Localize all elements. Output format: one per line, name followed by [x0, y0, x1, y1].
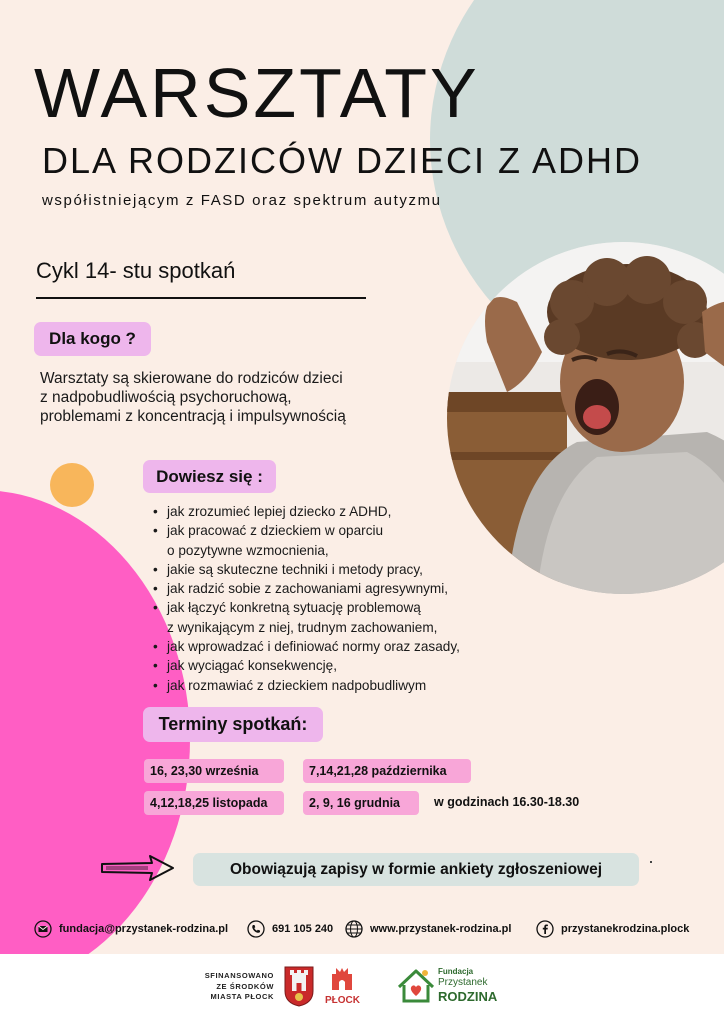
page-subtitle: DLA RODZICÓW DZIECI Z ADHD: [42, 140, 643, 181]
city-crest-logo: [284, 965, 314, 1007]
arrow-right-icon: [100, 854, 176, 882]
list-item-continued: o pozytywne wzmocnienia,: [167, 542, 329, 558]
meeting-hours: w godzinach 16.30-18.30: [434, 795, 580, 809]
list-item: • jak zrozumieć lepiej dziecko z ADHD,: [152, 502, 512, 521]
funding-line: MIASTA PŁOCK: [210, 992, 274, 1001]
foundation-name-small: Fundacja: [438, 967, 474, 976]
list-item: • jakie są skuteczne techniki i metody pracy,: [152, 560, 512, 579]
list-item: • jak rozmawiać z dzieckiem nadpobudliwym: [152, 676, 512, 695]
foundation-name-big: RODZINA: [438, 989, 498, 1004]
contact-facebook[interactable]: [536, 918, 689, 940]
facebook-text: przystanekrodzina.plock: [561, 923, 690, 935]
list-item: • jak pracować z dzieckiem w oparciu: [152, 521, 512, 540]
signup-notice: Obowiązują zapisy w formie ankiety zgłoszeniowej: [193, 853, 639, 886]
plock-city-logo: [330, 966, 354, 992]
facebook-icon: [536, 920, 554, 938]
funding-line: SFINANSOWANO: [204, 971, 274, 980]
date-september: 16, 23,30 września: [144, 759, 284, 783]
foundation-name-mid: Przystanek: [438, 977, 488, 988]
footer: [0, 954, 724, 1024]
list-item: • jak łączyć konkretną sytuację problemową: [152, 598, 512, 617]
page-title: WARSZTATY: [34, 54, 480, 132]
phone-text: 691 105 240: [272, 923, 334, 935]
learn-list: [152, 502, 512, 695]
plock-logo-text: PŁOCK: [325, 995, 360, 1006]
list-item: • jak wprowadzać i definiować normy oraz zasady,: [152, 637, 512, 656]
dates-label: Terminy spotkań:: [143, 707, 323, 742]
phone-icon: [247, 920, 265, 938]
who-line: problemami z koncentracją i impulsywnością: [40, 408, 346, 425]
funding-line: ZE ŚRODKÓW: [216, 981, 274, 991]
funding-note: [186, 971, 274, 1003]
decorative-dot: [650, 861, 652, 863]
foundation-house-logo: [395, 965, 437, 1007]
date-december: 2, 9, 16 grudnia: [303, 791, 419, 815]
list-item: • jak radzić sobie z zachowaniami agresywnymi,: [152, 579, 512, 598]
contact-phone[interactable]: [247, 918, 333, 940]
globe-icon: [345, 920, 363, 938]
orange-dot-decoration: [50, 463, 94, 507]
date-october: 7,14,21,28 października: [303, 759, 471, 783]
divider-line: [36, 297, 366, 299]
learn-label: Dowiesz się :: [143, 460, 276, 493]
who-description: [40, 369, 400, 426]
envelope-icon: [34, 920, 52, 938]
contact-email[interactable]: [34, 918, 228, 940]
cycle-heading: Cykl 14- stu spotkań: [36, 258, 236, 283]
date-november: 4,12,18,25 listopada: [144, 791, 284, 815]
who-line: Warsztaty są skierowane do rodziców dzieci: [40, 370, 343, 387]
list-item: • jak wyciągać konsekwencję,: [152, 656, 512, 675]
page-subtitle-detail: współistniejącym z FASD oraz spektrum autyzmu: [42, 192, 442, 209]
list-item-continued: z wynikającym z niej, trudnym zachowaniem,: [167, 619, 438, 635]
who-label: Dla kogo ?: [34, 322, 151, 356]
who-line: z nadpobudliwością psychoruchową,: [40, 389, 292, 406]
website-text: www.przystanek-rodzina.pl: [370, 923, 512, 935]
email-text: fundacja@przystanek-rodzina.pl: [59, 923, 229, 935]
contact-website[interactable]: [345, 918, 511, 940]
